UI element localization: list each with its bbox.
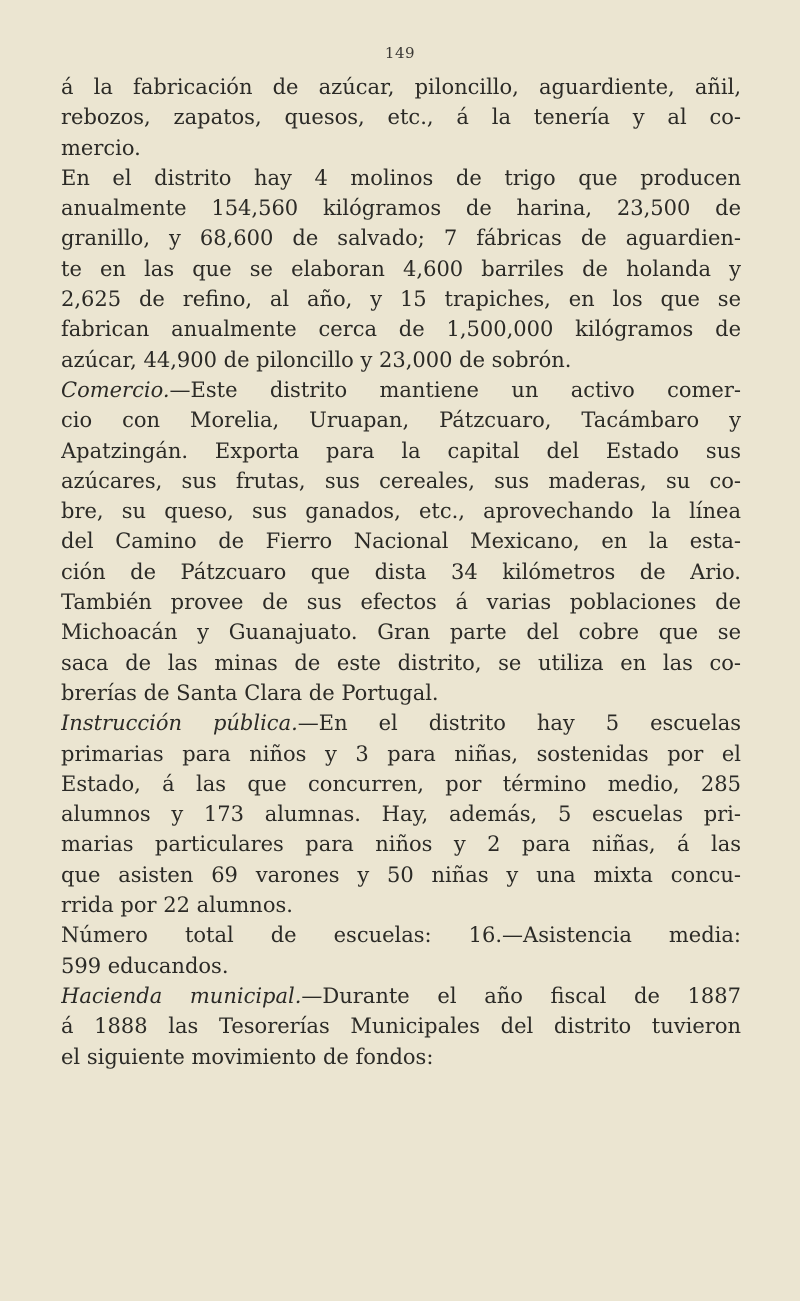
text-line: Apatzingán. Exporta para la capital del Estado sus	[61, 438, 741, 463]
text-line: mercio.	[61, 135, 141, 160]
text-line: alumnos y 173 alumnas. Hay, además, 5 escuelas pri-	[61, 802, 741, 827]
text-line: que asisten 69 varones y 50 niñas y una mixta concu-	[61, 862, 741, 887]
body-text	[61, 72, 741, 1072]
text-line: Estado, á las que concurren, por término medio, 285	[61, 771, 741, 796]
text-line: rebozos, zapatos, quesos, etc., á la tenería y al co-	[61, 105, 741, 130]
text-line: primarias para niños y 3 para niñas, sostenidas por el	[61, 741, 741, 766]
text-line: 599 educandos.	[61, 953, 229, 978]
text-line: anualmente 154,560 kilógramos de harina, 23,500 de	[61, 196, 741, 221]
text-line: cio con Morelia, Uruapan, Pátzcuaro, Tacámbaro y	[61, 408, 741, 433]
text-line: azúcares, sus frutas, sus cereales, sus maderas, su co-	[61, 468, 741, 493]
text-line: 2,625 de refino, al año, y 15 trapiches, en los que se	[61, 287, 741, 312]
text-line: fabrican anualmente cerca de 1,500,000 kilógramos de	[61, 317, 741, 342]
text-line: bre, su queso, sus ganados, etc., aprovechando la línea	[61, 499, 741, 524]
text-line: También provee de sus efectos á varias poblaciones de	[61, 590, 741, 615]
text-line: En el distrito hay 4 molinos de trigo que producen	[61, 165, 741, 190]
text-line: ción de Pátzcuaro que dista 34 kilómetros de Ario.	[61, 559, 741, 584]
text-line-rest: —Este distrito mantiene un activo comer-	[169, 377, 741, 402]
text-line: azúcar, 44,900 de piloncillo y 23,000 de sobrón.	[61, 347, 572, 372]
page-number: 149	[384, 44, 416, 62]
text-line: granillo, y 68,600 de salvado; 7 fábricas de aguardien-	[61, 226, 741, 251]
text-line: del Camino de Fierro Nacional Mexicano, en la esta-	[61, 529, 741, 554]
text-line-with-heading	[61, 375, 741, 405]
text-line: brerías de Santa Clara de Portugal.	[61, 680, 439, 705]
section-heading-comercio: Comercio.	[61, 377, 170, 402]
text-line: á la fabricación de azúcar, piloncillo, aguardiente, añil,	[61, 75, 741, 99]
section-heading-hacienda: Hacienda municipal.	[61, 983, 302, 1008]
text-line: el siguiente movimiento de fondos:	[61, 1044, 434, 1069]
text-line-rest: —Durante el año fiscal de 1887	[301, 983, 741, 1008]
text-line-rest: —En el distrito hay 5 escuelas	[297, 711, 741, 736]
text-line: Número total de escuelas: 16.—Asistencia media:	[61, 923, 741, 948]
text-line-with-heading	[61, 981, 741, 1011]
text-line: te en las que se elaboran 4,600 barriles de holanda y	[61, 256, 741, 281]
section-heading-instruccion: Instrucción pública.	[61, 711, 298, 736]
text-line: marias particulares para niños y 2 para niñas, á las	[61, 832, 741, 857]
text-line-with-heading	[61, 708, 741, 738]
text-line: Michoacán y Guanajuato. Gran parte del cobre que se	[61, 620, 741, 645]
text-line: rrida por 22 alumnos.	[61, 893, 293, 918]
text-line: saca de las minas de este distrito, se utiliza en las co-	[61, 650, 741, 675]
text-line: á 1888 las Tesorerías Municipales del distrito tuvieron	[61, 1014, 741, 1039]
